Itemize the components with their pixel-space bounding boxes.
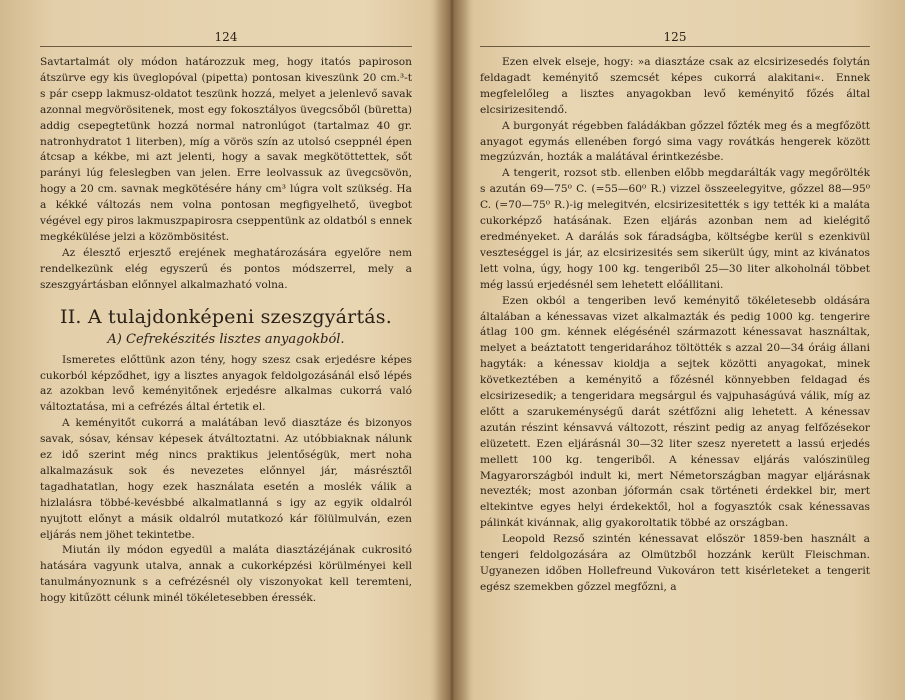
page-number-right: 125 xyxy=(663,30,687,44)
page-number-left: 124 xyxy=(214,30,238,44)
right-page-body xyxy=(480,55,870,596)
header-rule-right xyxy=(480,46,870,47)
paragraph: Leopold Rezső szintén kénessavat először 1859-ben használt a tengeri feldolgozására az Olmützből hozzánk került Fleischman. Ugyanezen időben Hollefreund Vukováron tett kisérleteket a tengerit egész szemekben gőzzel megfőzni, a xyxy=(480,533,870,593)
paragraph: Ezen okból a tengeriben levő keményitő tökéletesebb oldására általában a kénessavas vizet alkalmazták és pedig 1000 kg. tengerire átlag 100 gm. kénnek elégésénél származott kénessavat használtak, melyet a beáztatott tengeridarához töltötték s azzal 20—34 óráig állani hagyták: a kénessav kioldja a sejtek közötti anyagokat, minek következtében a keményitő a főzésnél könnyebben feldagad és elcsirizesedik; a tengeridara megsárgul és vajpuhaságúvá válik, míg az előtt a szarukeménységű darát szétfőzni alig lehetett. A kénessav azután részint kénsavvá változott, részint pedig az anyag felfőzésekor elüzetett. Ezen eljárásnál 30—32 liter szesz nyeretett a lassú erjedés mellett 100 kg. tengeriből. A kénessav eljárás valószinüleg Magyarországból indult ki, mert Németországban magyar eljárásnak nevezték; most azonban jóformán csak történeti érdekkel bir, mert eltekintve egyes helyi érdekektől, hol a fogyasztók csak kénessavas pálinkát kivánnak, alig gyakoroltatik többé az országban. xyxy=(480,294,870,530)
left-page-body xyxy=(40,55,412,607)
section-heading: A) Cefrekészités lisztes anyagokból. xyxy=(107,331,345,347)
paragraph: Ismeretes előttünk azon tény, hogy szesz csak erjedésre képes cukorból képződhet, igy a lisztes anyagok feldolgozásánál első lépés az azokban levő keményitőnek erjedésre alkalmas cukorrá való változtatása, mi a cefrézés által értetik el. xyxy=(40,353,412,414)
paragraph: A keményitőt cukorrá a malátában levő diasztáze és bizonyos savak, sósav, kénsav képesek átváltoztatni. Az utóbbiaknak nálunk ez idő szerint még nincs praktikus jelentőségük, mert noha alkalmazásuk sok és nevezetes előnnyel jár, másrésztől tagadhatatlan, hogy ezek használata esetén a moslék válik a hizlalásra többé-kevésbbé alkalmatlanná s igy az egyik oldalról nyujtott előnyt a másik oldalról mutatkozó kár fölülmulván, ezen eljárás nem jöhet tekintetbe. xyxy=(40,417,412,541)
book-gutter xyxy=(430,0,474,700)
paragraph: Az élesztő erjesztő erejének meghatározására egyelőre nem rendelkezünk elég egyszerű és pontos módszerrel, mely a szeszgyártásban előnnyel alkalmazható volna. xyxy=(40,246,412,291)
paragraph: Miután ily módon egyedül a maláta diasztázéjának cukrositó hatására vagyunk utalva, annak a cukorképzési körülményei kell tanulmányoznunk s a cefrézésnél oly viszonyokat kell teremteni, hogy kitűzött célunk minél tökéletesebben éressék. xyxy=(40,544,412,605)
chapter-heading: II. A tulajdonképeni szeszgyártás. xyxy=(60,305,392,328)
paragraph: A tengerit, rozsot stb. ellenben előbb megdarálták vagy megőrölték s azután 69—75⁰ C. (=55—60⁰ R.) vizzel összeelegyitve, gőzzel 88—95⁰ C. (=70—75⁰ R.)-ig melegitvén, elcsirizesitették s igy tették ki a maláta cukorképző hatásának. Ezen eljárás azonban nem ad kielégitő eredményeket. A darálás sok fáradságba, költségbe kerül s ezenkivül veszteséggel is jár, az elcsirizesités sem sikerült úgy, mint az kivánatos lett volna, úgy, hogy 100 kg. tengeriből 25—30 liter alkoholnál többet még lassú erjedésnél sem lehetett előállitani. xyxy=(480,167,870,291)
paragraph: Savtartalmát oly módon határozzuk meg, hogy itatós papiroson átszürve egy kis üveglopóval (pipetta) pontosan kiveszünk 20 cm.³-t s pár csepp lakmusz-oldatot teszünk hozzá, melyet a jelenlevő savak azonnal megvörösitenek, most egy fokosztályos üvegcsőből (büretta) addig csepegtetünk hozzá normal natronlúgot (tartalmaz 40 gr. natronhydratot 1 literben), míg a vörös szín az utolsó cseppnél épen átcsap a kékbe, mi azt jelenti, hogy a savak megkötöttettek, sőt parányi lúg feleslegben van jelen. Erre leolvassuk az üvegcsövön, hogy a 20 cm. savnak megkötésére hány cm³ lúgra volt szükség. Ha a kékké változás nem volna pontosan megfigyelhető, üvegbot végével egy piros lakmuszpapirosra cseppentünk az oldatból s ennek megkékülése jelzi a közömbösitést. xyxy=(40,56,412,243)
left-page xyxy=(40,0,412,700)
right-page xyxy=(480,0,870,700)
paragraph: Ezen elvek elseje, hogy: »a diasztáze csak az elcsirizesedés folytán feldagadt keményitő szemcsét képes cukorrá alakitani«. Ennek megfelelőleg a lisztes anyagokban levő keményitő főzés által elcsirizesitendő. xyxy=(480,56,870,116)
header-rule-left xyxy=(40,46,412,47)
paragraph: A burgonyát régebben faládákban gőzzel főzték meg és a megfőzött anyagot egymás ellenében forgó sima vagy rovátkás hengerek között megzúzván, hozták a malátával érintkezésbe. xyxy=(480,119,870,164)
